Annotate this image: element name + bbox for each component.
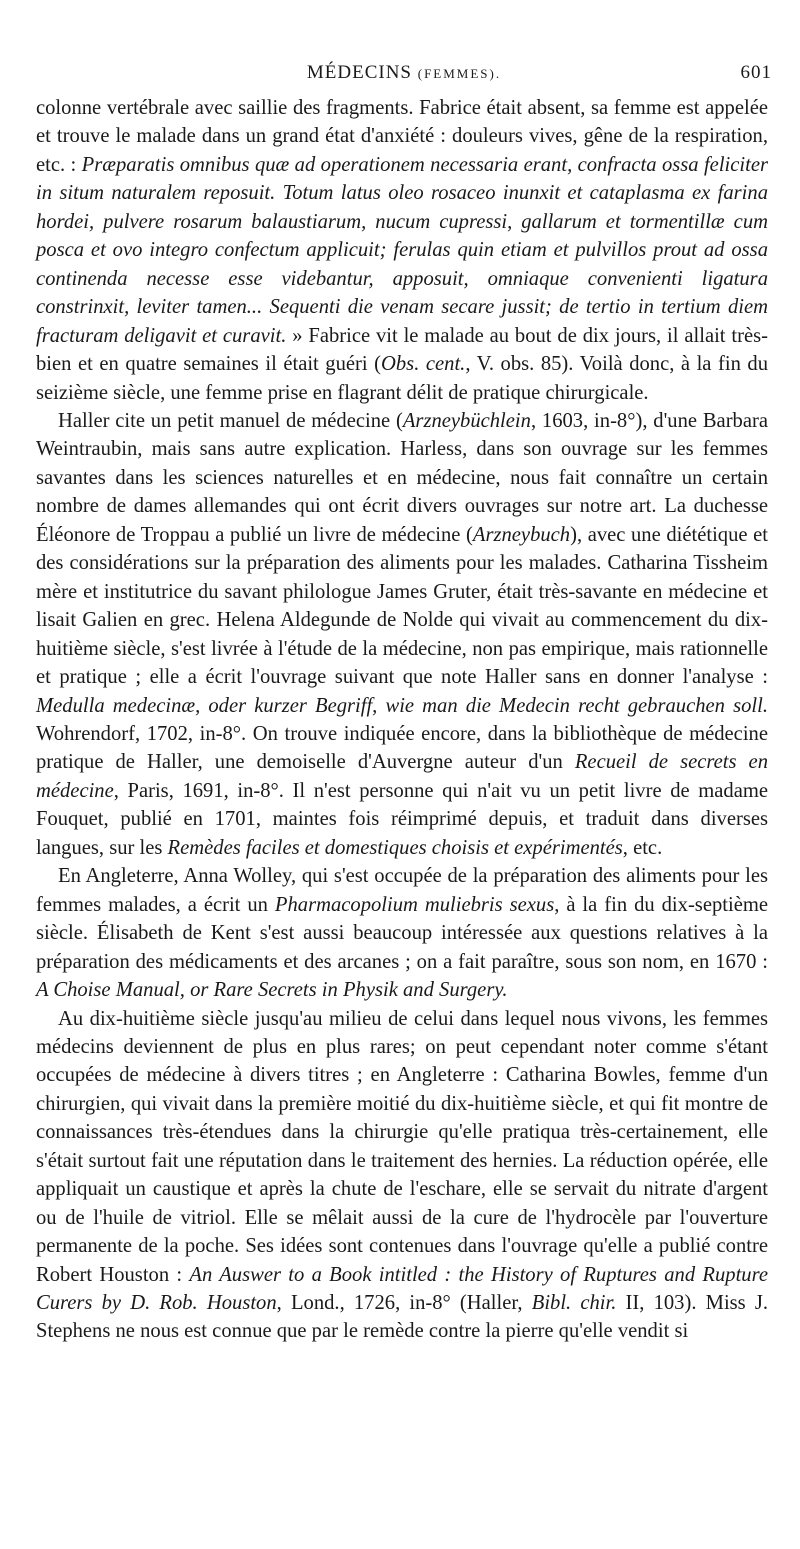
page-number: 601 [740, 62, 772, 83]
italic-text-run: Obs. cent. [381, 353, 466, 376]
italic-text-run: Arzneybuch [472, 523, 571, 546]
text-run: Haller cite un petit manuel de médecine ( [58, 409, 403, 432]
italic-text-run: Præparatis omnibus quæ ad operationem necessaria erant, confracta ossa feliciter in situm naturalem reposuit. Totum latus oleo rosaceo inunxit et cataplasma ex farina hordei, pulvere rosarum balaustiarum, nucum cupressi, gallarum et tormentillæ cum posca et ovo integro confectum applicuit; ferulas quin etiam et pulvillos prout ad ossa continenda necesse esse videbantur, apposuit, omniaque convenienti ligatura constrinxit, leviter tamen... Sequenti die venam secare jussit; de tertio in tertium diem fracturam deligavit et curavit. [36, 153, 768, 347]
text-run: , V. obs. 85). Voilà donc, à la fin du seizième siècle, une femme prise en flagrant délit de pratique chirurgicale. [36, 353, 768, 404]
italic-text-run: Recueil de secrets en médecine [36, 751, 768, 802]
text-run: En Angleterre, Anna Wolley, qui s'est occupée de la préparation des aliments pour les femmes malades, a écrit un [36, 865, 768, 916]
italic-text-run: Arzneybüchlein [402, 409, 531, 432]
text-run: , Paris, 1691, in-8°. Il n'est personne qui n'ait vu un petit livre de madame Fouquet, publié en 1701, maintes fois réimprimé depuis, et traduit dans diverses langues, sur les [36, 779, 768, 859]
text-run: , à la fin du dix-septième siècle. Élisabeth de Kent s'est aussi beaucoup intéressée aux questions relatives à la préparation des médicaments et des arcanes ; on a fait paraître, sous son nom, en 1670 : [36, 893, 769, 973]
paragraph [36, 1005, 768, 1346]
page-body [36, 94, 768, 1346]
running-header [36, 62, 772, 88]
running-title [36, 62, 772, 84]
text-run: Au dix-huitième siècle jusqu'au milieu de celui dans lequel nous vivons, les femmes médecins deviennent de plus en plus rares; on peut cependant noter comme s'étant occupées de médecine à divers titres ; en Angleterre : Catharina Bowles, femme d'un chirurgien, qui vivait dans la première moitié du dix-huitième siècle, et qui fit montre de connaissances très-étendues dans la chirurgie qu'elle pratiqua très-certainement, elle s'était surtout fait une réputation dans le traitement des hernies. La réduction opérée, elle appliquait un caustique et après la chute de l'eschare, elle se servait du nitrate d'argent ou de l'huile de vitriol. Elle se mêlait aussi de la cure de l'hydrocèle par l'ouverture permanente de la poche. Ses idées sont contenues dans l'ouvrage qu'elle a publié contre Robert Houston : [36, 1007, 768, 1286]
text-run: II, 103). Miss J. Stephens ne nous est connue que par le remède contre la pierre qu'elle vendit si [36, 1292, 769, 1343]
text-run: , 1603, in-8°), d'une Barbara Weintraubin, mais sans autre explication. Harless, dans son ouvrage sur les femmes savantes dans les sciences naturelles et en médecine, nous fait connaître un certain nombre de dames allemandes qui ont écrit divers ouvrages sur notre art. La duchesse Éléonore de Troppau a publié un livre de médecine ( [36, 409, 768, 546]
italic-text-run: Medulla medecinæ, oder kurzer Begriff, wie man die Medecin recht gebrauchen soll. [36, 694, 768, 717]
paragraph [36, 862, 768, 1004]
italic-text-run: An Auswer to a Book intitled : the History of Ruptures and Rupture Curers by D. Rob. Houston [36, 1263, 768, 1315]
italic-text-run: Bibl. chir. [531, 1292, 617, 1315]
text-run: ), avec une diététique et des considérations sur la préparation des aliments pour les malades. Catharina Tissheim mère et institutrice du savant philologue James Gruter, était très-savante en médecine et lisait Galien en grec. Helena Aldegunde de Nolde qui vivait au commencement du dix-huitième siècle, s'est livrée à l'étude de la médecine, non pas empirique, mais rationnelle et pratique ; elle a écrit l'ouvrage suivant que note Haller sans en donner l'analyse : [36, 523, 768, 689]
paragraph [36, 94, 768, 407]
text-run: , Lond., 1726, in-8° (Haller, [276, 1292, 532, 1315]
italic-text-run: A Choise Manual, or Rare Secrets in Physik and Surgery. [36, 979, 508, 1002]
paragraph [36, 407, 768, 862]
running-title-subtitle: (FEMMES). [417, 66, 502, 81]
text-run: colonne vertébrale avec saillie des fragments. Fabrice était absent, sa femme est appelée et trouve le malade dans un grand état d'anxiété : douleurs vives, gêne de la respiration, etc. : [36, 97, 768, 176]
text-run: » Fabrice vit le malade au bout de dix jours, il allait très-bien et en quatre semaines il était guéri ( [36, 324, 768, 376]
italic-text-run: Remèdes faciles et domestiques choisis et expérimentés [167, 836, 623, 859]
text-run: Wohrendorf, 1702, in-8°. On trouve indiquée encore, dans la bibliothèque de médecine pratique de Haller, une demoiselle d'Auvergne auteur d'un [36, 722, 768, 774]
text-run: , etc. [622, 836, 663, 859]
italic-text-run: Pharmacopolium muliebris sexus [274, 893, 555, 916]
running-title-main: MÉDECINS [306, 62, 412, 83]
